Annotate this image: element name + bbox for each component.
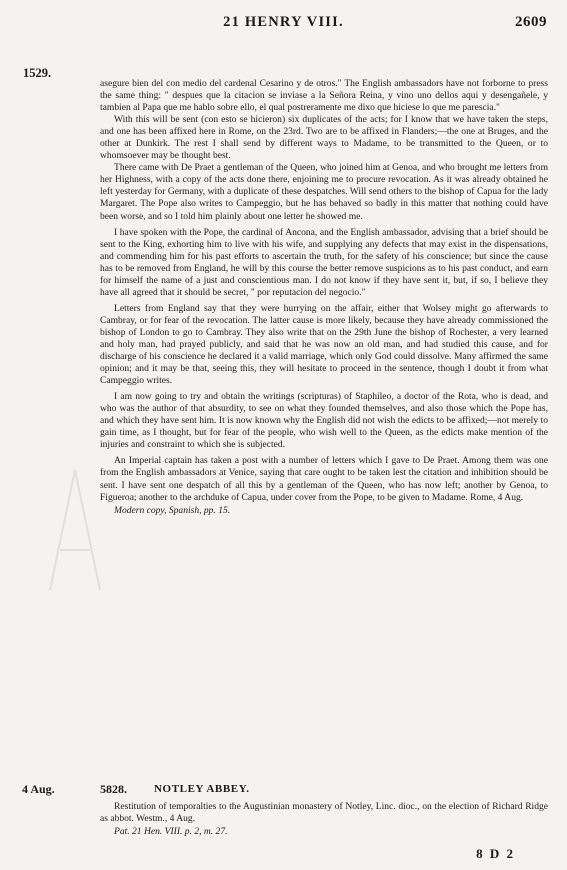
page-number: 2609 xyxy=(515,14,547,30)
letter-body xyxy=(100,78,548,517)
entry-title: NOTLEY ABBEY. xyxy=(154,783,250,795)
margin-year: 1529. xyxy=(23,66,52,80)
paragraph-2: With this will be sent (con esto se hicieron) six duplicates of the acts; for I know that we have taken the steps, and one has been affixed here in Rome, on the 23rd. Two are to be affixed in Flanders;—the one at Bruges, and the other at Dunkirk. The rest I shall send by different ways to Madame, to be transmitted to the Queen, or to whomsoever may be thought best. xyxy=(100,114,548,162)
entry-number: 5828. xyxy=(100,782,127,796)
entry-date: 4 Aug. xyxy=(22,782,55,796)
paragraph-1: asegure bien del con medio del cardenal Cesarino y de otros." The English ambassadors have not forborne to press the same thing: " despues que la citacion se inviase a la Señora Reina, y vino uno dellos aqui y desengañele, y tambien al Papa que me hablo sobre ello, el qual postreramente me dixo que hiciese lo que me parescia." xyxy=(100,78,548,114)
paragraph-3: There came with De Praet a gentleman of the Queen, who joined him at Genoa, and who brought me letters from her Highness, with a copy of the acts done there, enjoining me to procure revocation. As it was already obtained he left yesterday for Germany, with a duplicate of these despatches. Will send others to the bishop of Capua for the lady Margaret. The Pope also writes to Campeggio, but he has behaved so badly in this matter that nothing could have been worse, and so I told him plainly about one letter he showed me. xyxy=(100,162,548,222)
paragraph-7: An Imperial captain has taken a post with a number of letters which I gave to De Praet. Among them was one from the English ambassadors at Venice, saying that care ought to be taken lest the citation and inhibition should be sent. I have sent one despatch of all this by a gentleman of the Queen, who has now left; another by Genoa, to Figueroa; another to the archduke of Capua, under cover from the Pope, to be given to Madame. Rome, 4 Aug. xyxy=(100,455,548,503)
paragraph-5: Letters from England say that they were hurrying on the affair, either that Wolsey might go afterwards to Cambray, or for fear of the revocation. The latter cause is more likely, because they have already commissioned the bishop of London to go to Cambray. They also write that on the 29th June the bishop of Rochester, a very learned and holy man, had prayed publicly, and said that he was now an old man, and had studied this cause, and for discharge of his conscience he declared it a valid marriage, which only God could dissolve. Many affirmed the same opinion; and it may be that, seeing this, they will hesitate to proceed in the sentence, though I doubt it from what Campeggio writes. xyxy=(100,302,548,387)
entry-body xyxy=(100,801,548,839)
page-header xyxy=(0,14,567,38)
entry-text: Restitution of temporalties to the Augustinian monastery of Notley, Linc. dioc., on the election of Richard Ridge as abbot. Westm., 4 Aug. xyxy=(100,801,548,825)
running-title: 21 HENRY VIII. xyxy=(223,14,344,30)
signature-mark: 8 D 2 xyxy=(476,846,515,861)
faint-watermark xyxy=(40,460,110,600)
source-note: Modern copy, Spanish, pp. 15. xyxy=(114,504,231,516)
entry-reference: Pat. 21 Hen. VIII. p. 2, m. 27. xyxy=(114,826,228,838)
paragraph-4: I have spoken with the Pope, the cardinal of Ancona, and the English ambassador, advising that a brief should be sent to the King, exhorting him to live with his wife, and supplying any defects that may exist in the dispensations, and commending him for his past efforts to ascertain the truth, for the safety of his conscience; but since the cause has to be removed from England, he will by this course the better remove suspicions as to his past conduct, and earn for himself the name of a just and conscientious man. I do not know if they have sent it, but, if so, I believe they have all agreed that it should be secret, " por reputacion del negocio." xyxy=(100,226,548,298)
paragraph-6: I am now going to try and obtain the writings (scripturas) of Staphileo, a doctor of the Rota, who is dead, and who was the author of that absurdity, to see on what they founded themselves, and also those which the Pope has, and which they have sent him. It is now known why the English did not wish the edicts to be affixed;—not merely to gain time, as I thought, but for fear of the people, who wish well to the Queen, as the edicts make mention of the injuries and constraint to which she is subjected. xyxy=(100,391,548,451)
